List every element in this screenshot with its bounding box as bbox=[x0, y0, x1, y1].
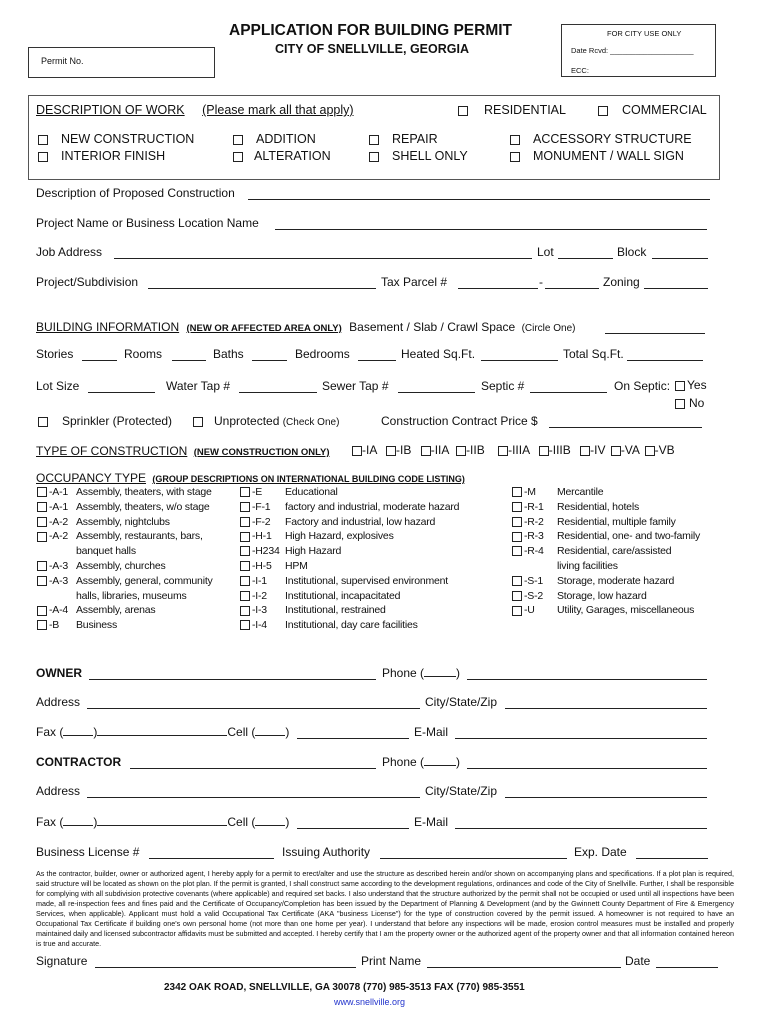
occupancy-code: -R-2 bbox=[524, 515, 544, 528]
septic-yes-checkbox[interactable] bbox=[675, 381, 685, 391]
occupancy-code: -H-1 bbox=[252, 530, 272, 543]
work-heading-row bbox=[36, 103, 354, 117]
accessory-structure-option[interactable]: ACCESSORY STRUCTURE bbox=[510, 132, 692, 146]
contractor-city-label: City/State/Zip bbox=[425, 784, 498, 798]
monument-wall-sign-checkbox[interactable] bbox=[510, 152, 520, 162]
contract-price-input[interactable] bbox=[549, 427, 702, 428]
occupancy-row[interactable] bbox=[512, 575, 543, 587]
occupancy-code: -A-2 bbox=[49, 530, 69, 543]
water-tap-input[interactable] bbox=[239, 392, 317, 393]
occupancy-row[interactable] bbox=[240, 560, 272, 572]
occupancy-code: -S-2 bbox=[524, 589, 544, 602]
footer-address: 2342 OAK ROAD, SNELLVILLE, GA 30078 (770) 985-3513 FAX (770) 985-3551 bbox=[164, 982, 525, 993]
description-input[interactable] bbox=[248, 199, 710, 200]
occupancy-checkbox[interactable] bbox=[512, 546, 522, 556]
occupancy-checkbox[interactable] bbox=[37, 532, 47, 542]
occupancy-description: Assembly, nightclubs bbox=[76, 515, 170, 528]
occupancy-row[interactable] bbox=[512, 604, 535, 616]
occupancy-description: Utility, Garages, miscellaneous bbox=[557, 604, 695, 617]
occupancy-row[interactable] bbox=[37, 560, 68, 572]
monument-wall-sign-option[interactable]: MONUMENT / WALL SIGN bbox=[510, 149, 684, 163]
residential-option[interactable]: RESIDENTIAL bbox=[458, 103, 566, 117]
occupancy-checkbox[interactable] bbox=[37, 487, 47, 497]
occupancy-row[interactable] bbox=[240, 501, 270, 513]
tax-parcel-input-1[interactable] bbox=[458, 288, 538, 289]
owner-address-label: Address bbox=[36, 695, 81, 709]
type-iib-checkbox[interactable] bbox=[456, 446, 466, 456]
ecc-label: ECC: bbox=[571, 66, 589, 75]
owner-address-input[interactable] bbox=[87, 708, 420, 709]
exp-date-label: Exp. Date bbox=[574, 845, 627, 859]
type-iv-option[interactable]: -IV bbox=[580, 443, 605, 457]
occupancy-code: -R-3 bbox=[524, 530, 544, 543]
total-sqft-input[interactable] bbox=[627, 360, 703, 361]
occupancy-row[interactable] bbox=[37, 501, 68, 513]
type-ia-option[interactable]: -IA bbox=[352, 443, 377, 457]
occupancy-code: -I-3 bbox=[252, 604, 267, 617]
occupancy-checkbox[interactable] bbox=[512, 517, 522, 527]
zoning-label: Zoning bbox=[603, 275, 640, 289]
occupancy-checkbox[interactable] bbox=[240, 576, 250, 586]
owner-phone-label: Phone ( ) bbox=[382, 666, 461, 680]
unprotected-checkbox[interactable] bbox=[193, 417, 203, 427]
occupancy-description: Assembly, general, community bbox=[76, 574, 213, 587]
occupancy-row[interactable] bbox=[240, 530, 272, 542]
type-ib-option[interactable]: -IB bbox=[386, 443, 411, 457]
occupancy-checkbox[interactable] bbox=[240, 620, 250, 630]
interior-finish-option[interactable]: INTERIOR FINISH bbox=[38, 149, 165, 163]
accessory-structure-checkbox[interactable] bbox=[510, 135, 520, 145]
block-input[interactable] bbox=[652, 258, 708, 259]
repair-option[interactable]: REPAIR bbox=[369, 132, 438, 146]
occupancy-description: living facilities bbox=[557, 560, 618, 572]
septic-no-option[interactable]: No bbox=[675, 396, 704, 410]
issuing-authority-label: Issuing Authority bbox=[282, 845, 371, 859]
occupancy-description: banquet halls bbox=[76, 545, 136, 558]
new-construction-checkbox[interactable] bbox=[38, 135, 48, 145]
type-iia-checkbox[interactable] bbox=[421, 446, 431, 456]
heated-sqft-input[interactable] bbox=[481, 360, 558, 361]
description-label: Description of Proposed Construction bbox=[36, 186, 235, 200]
owner-fax-label: Fax ( ) Cell ( ) bbox=[36, 725, 290, 739]
occupancy-description: Business bbox=[76, 619, 118, 632]
type-ib-checkbox[interactable] bbox=[386, 446, 396, 456]
occupancy-description: Assembly, churches bbox=[76, 560, 166, 572]
occupancy-checkbox[interactable] bbox=[240, 606, 250, 616]
project-name-input[interactable] bbox=[275, 229, 707, 230]
occupancy-code: -M bbox=[524, 486, 536, 498]
occupancy-checkbox[interactable] bbox=[512, 502, 522, 512]
type-ia-checkbox[interactable] bbox=[352, 446, 362, 456]
block-label: Block bbox=[617, 245, 647, 259]
print-name-input[interactable] bbox=[427, 967, 621, 968]
addition-checkbox[interactable] bbox=[233, 135, 243, 145]
zoning-input[interactable] bbox=[644, 288, 708, 289]
contractor-city-input[interactable] bbox=[505, 797, 707, 798]
contractor-email-input[interactable] bbox=[455, 828, 707, 829]
occupancy-heading: OCCUPANCY TYPE bbox=[36, 471, 147, 485]
contractor-phone-label: Phone ( ) bbox=[382, 755, 461, 769]
occupancy-code: -H-5 bbox=[252, 560, 272, 572]
owner-email-label: E-Mail bbox=[414, 725, 449, 739]
water-tap-label: Water Tap # bbox=[166, 379, 231, 393]
occupancy-checkbox[interactable] bbox=[240, 517, 250, 527]
type-vb-option[interactable]: -VB bbox=[645, 443, 675, 457]
occupancy-code: -A-1 bbox=[49, 500, 69, 513]
basement-input[interactable] bbox=[605, 333, 705, 334]
occupancy-heading-row bbox=[36, 471, 465, 485]
construction-heading-row bbox=[36, 444, 330, 458]
contractor-address-input[interactable] bbox=[87, 797, 420, 798]
occupancy-code: -B bbox=[49, 619, 60, 632]
work-heading: DESCRIPTION OF WORK bbox=[36, 103, 185, 117]
sprinkler-option[interactable]: Sprinkler (Protected) bbox=[38, 414, 172, 428]
shell-only-option[interactable]: SHELL ONLY bbox=[369, 149, 468, 163]
occupancy-code: -H234 bbox=[252, 545, 280, 558]
occupancy-description: Institutional, incapacitated bbox=[285, 589, 401, 602]
occupancy-row[interactable] bbox=[37, 516, 68, 528]
date-input[interactable] bbox=[656, 967, 718, 968]
baths-label: Baths bbox=[213, 347, 244, 361]
shell-only-checkbox[interactable] bbox=[369, 152, 379, 162]
contractor-fax-label: Fax ( ) Cell ( ) bbox=[36, 815, 290, 829]
occupancy-description: High Hazard bbox=[285, 545, 342, 558]
occupancy-row[interactable] bbox=[512, 545, 544, 557]
occupancy-description: Residential, multiple family bbox=[557, 515, 676, 528]
type-iiib-option[interactable]: -IIIB bbox=[539, 443, 571, 457]
occupancy-code: -I-1 bbox=[252, 574, 267, 587]
occupancy-row[interactable] bbox=[512, 516, 544, 528]
occupancy-row[interactable] bbox=[240, 590, 267, 602]
occupancy-row[interactable] bbox=[240, 619, 267, 631]
occupancy-checkbox[interactable] bbox=[240, 487, 250, 497]
heated-sqft-label: Heated Sq.Ft. bbox=[401, 347, 476, 361]
occupancy-description: factory and industrial, moderate hazard bbox=[285, 500, 460, 513]
owner-city-input[interactable] bbox=[505, 708, 707, 709]
date-received-label: Date Rcvd: ____________________ bbox=[571, 46, 694, 55]
occupancy-checkbox[interactable] bbox=[37, 576, 47, 586]
occupancy-description: HPM bbox=[285, 560, 308, 572]
occupancy-code: -R-1 bbox=[524, 500, 544, 513]
commercial-option[interactable]: COMMERCIAL bbox=[598, 103, 707, 117]
city-use-box bbox=[561, 24, 716, 77]
occupancy-description: Educational bbox=[285, 486, 338, 498]
type-iv-checkbox[interactable] bbox=[580, 446, 590, 456]
occupancy-checkbox[interactable] bbox=[37, 517, 47, 527]
rooms-label: Rooms bbox=[124, 347, 163, 361]
occupancy-checkbox[interactable] bbox=[512, 591, 522, 601]
occupancy-code: -S-1 bbox=[524, 574, 544, 587]
occupancy-row[interactable] bbox=[512, 486, 536, 498]
occupancy-description: Factory and industrial, low hazard bbox=[285, 515, 436, 528]
occupancy-checkbox[interactable] bbox=[512, 576, 522, 586]
bedrooms-input[interactable] bbox=[358, 360, 396, 361]
website-link[interactable]: www.snellville.org bbox=[334, 997, 406, 1007]
exp-date-input[interactable] bbox=[636, 858, 708, 859]
type-iib-option[interactable]: -IIB bbox=[456, 443, 485, 457]
circle-one-note: (Circle One) bbox=[521, 323, 576, 334]
permit-number-label: Permit No. bbox=[41, 56, 84, 66]
subdivision-label: Project/Subdivision bbox=[36, 275, 139, 289]
page-subtitle: CITY OF SNELLVILLE, GEORGIA bbox=[275, 42, 469, 56]
occupancy-row[interactable] bbox=[37, 575, 68, 587]
legal-statement: As the contractor, builder, owner or authorized agent, I hereby apply for a permit to erect/alter and use the structure as described herein and/or shown on accompanying plans and specifications. If a plot plan is required, said structure will be located as shown on the plot plan. If the permit is granted, I shall construct same according to the development regulations, ordinances and code of the City of Snellville. Further, I shall be responsible for complying with all subdivision protective covenants (where applicable) and required set backs. I also understand that the structure authorized by the permit shall not be occupied or used until all inspections have been made, all re-inspection fees and fines paid and the Certificate of Occupancy/Completion has been issued by the Department of Planning & Development (and by the Gwinnett County Department of Fire & Emergency Services, when applicable). Applicant must hold a valid Occupational Tax Certificate (AKA "business License") for the type of construction covered by the permit issued. A homeowner is not required to have an Occupational Tax Certificate if building one's own personal home (not more than one home per year). I understand that before any inspections will be made, erosion control measures must be installed and properly maintained daily and licensed subcontractor affidavits must be submitted and accepted. I hereby certify that I am the property owner or the authorized agent of the property owner and that all information contained hereon is true and accurate. bbox=[36, 869, 734, 948]
occupancy-row[interactable] bbox=[512, 530, 544, 542]
basement-label: Basement / Slab / Crawl Space bbox=[349, 320, 516, 334]
occupancy-row[interactable] bbox=[37, 530, 68, 542]
occupancy-description: Assembly, theaters, with stage bbox=[76, 486, 212, 498]
occupancy-code: -R-4 bbox=[524, 545, 544, 558]
owner-phone-input[interactable] bbox=[467, 679, 707, 680]
occupancy-description: Residential, care/assisted bbox=[557, 545, 672, 558]
type-iia-option[interactable]: -IIA bbox=[421, 443, 449, 457]
construction-sub: (NEW CONSTRUCTION ONLY) bbox=[193, 447, 330, 458]
owner-name-input[interactable] bbox=[89, 679, 376, 680]
type-vb-checkbox[interactable] bbox=[645, 446, 655, 456]
baths-input[interactable] bbox=[252, 360, 287, 361]
lot-size-label: Lot Size bbox=[36, 379, 80, 393]
occupancy-row[interactable] bbox=[37, 486, 68, 498]
job-address-input[interactable] bbox=[114, 258, 532, 259]
city-use-title: FOR CITY USE ONLY bbox=[607, 29, 682, 38]
contract-price-label: Construction Contract Price $ bbox=[381, 414, 538, 428]
building-heading-row bbox=[36, 320, 575, 334]
occupancy-row[interactable] bbox=[240, 516, 270, 528]
owner-city-label: City/State/Zip bbox=[425, 695, 498, 709]
total-sqft-label: Total Sq.Ft. bbox=[563, 347, 624, 361]
subdivision-input[interactable] bbox=[148, 288, 376, 289]
date-label: Date bbox=[625, 954, 651, 968]
occupancy-sub: (GROUP DESCRIPTIONS ON INTERNATIONAL BUILDING CODE LISTING) bbox=[152, 474, 465, 484]
building-heading: BUILDING INFORMATION bbox=[36, 320, 180, 334]
occupancy-code: -I-4 bbox=[252, 619, 267, 632]
occupancy-code: -F-1 bbox=[252, 500, 271, 513]
on-septic-label: On Septic: bbox=[614, 379, 671, 393]
job-address-label: Job Address bbox=[36, 245, 103, 259]
unprotected-option[interactable]: Unprotected (Check One) bbox=[193, 414, 339, 428]
occupancy-code: -U bbox=[524, 604, 535, 617]
septic-yes-option[interactable]: Yes bbox=[675, 378, 707, 392]
occupancy-description: halls, libraries, museums bbox=[76, 589, 187, 602]
occupancy-checkbox[interactable] bbox=[512, 487, 522, 497]
contractor-heading: CONTRACTOR bbox=[36, 755, 122, 769]
occupancy-code: -E bbox=[252, 486, 263, 498]
occupancy-row[interactable] bbox=[240, 575, 267, 587]
type-iiia-option[interactable]: -IIIA bbox=[498, 443, 529, 457]
occupancy-description: Residential, one- and two-family bbox=[557, 530, 701, 543]
issuing-authority-input[interactable] bbox=[380, 858, 567, 859]
alteration-checkbox[interactable] bbox=[233, 152, 243, 162]
construction-heading: TYPE OF CONSTRUCTION bbox=[36, 444, 188, 458]
occupancy-row[interactable] bbox=[512, 590, 543, 602]
occupancy-checkbox[interactable] bbox=[240, 532, 250, 542]
permit-number-field[interactable] bbox=[28, 47, 215, 78]
occupancy-checkbox[interactable] bbox=[37, 606, 47, 616]
stories-label: Stories bbox=[36, 347, 74, 361]
occupancy-row[interactable] bbox=[240, 545, 280, 557]
print-name-label: Print Name bbox=[361, 954, 422, 968]
occupancy-description: Storage, moderate hazard bbox=[557, 574, 675, 587]
project-name-label: Project Name or Business Location Name bbox=[36, 216, 259, 230]
occupancy-description: Storage, low hazard bbox=[557, 589, 647, 602]
occupancy-description: Assembly, arenas bbox=[76, 604, 156, 617]
bedrooms-label: Bedrooms bbox=[295, 347, 350, 361]
signature-input[interactable] bbox=[95, 967, 356, 968]
lot-size-input[interactable] bbox=[88, 392, 155, 393]
contractor-name-input[interactable] bbox=[130, 768, 376, 769]
occupancy-checkbox[interactable] bbox=[240, 502, 250, 512]
signature-label: Signature bbox=[36, 954, 88, 968]
occupancy-checkbox[interactable] bbox=[37, 502, 47, 512]
occupancy-row[interactable] bbox=[240, 486, 262, 498]
occupancy-row[interactable] bbox=[512, 501, 544, 513]
occupancy-checkbox[interactable] bbox=[240, 546, 250, 556]
rooms-input[interactable] bbox=[172, 360, 206, 361]
contractor-email-label: E-Mail bbox=[414, 815, 449, 829]
sprinkler-checkbox[interactable] bbox=[38, 417, 48, 427]
tax-parcel-dash: - bbox=[539, 275, 543, 289]
contractor-phone-input[interactable] bbox=[467, 768, 707, 769]
business-license-input[interactable] bbox=[149, 858, 274, 859]
occupancy-checkbox[interactable] bbox=[512, 606, 522, 616]
commercial-checkbox[interactable] bbox=[598, 106, 608, 116]
occupancy-row[interactable] bbox=[37, 619, 59, 631]
owner-heading: OWNER bbox=[36, 666, 82, 680]
building-sub: (NEW OR AFFECTED AREA ONLY) bbox=[186, 323, 342, 334]
occupancy-description: Institutional, supervised environment bbox=[285, 574, 449, 587]
occupancy-checkbox[interactable] bbox=[512, 532, 522, 542]
alteration-option[interactable]: ALTERATION bbox=[233, 149, 331, 163]
septic-label: Septic # bbox=[481, 379, 525, 393]
tax-parcel-input-2[interactable] bbox=[545, 288, 599, 289]
owner-cell-input[interactable] bbox=[297, 738, 409, 739]
occupancy-code: -A-3 bbox=[49, 574, 69, 587]
occupancy-checkbox[interactable] bbox=[37, 620, 47, 630]
occupancy-description: Institutional, restrained bbox=[285, 604, 386, 617]
occupancy-description: Mercantile bbox=[557, 486, 604, 498]
type-iiib-checkbox[interactable] bbox=[539, 446, 549, 456]
lot-input[interactable] bbox=[558, 258, 613, 259]
type-va-option[interactable]: -VA bbox=[611, 443, 639, 457]
occupancy-checkbox[interactable] bbox=[240, 561, 250, 571]
contractor-address-label: Address bbox=[36, 784, 81, 798]
occupancy-description: Assembly, restaurants, bars, bbox=[76, 530, 203, 543]
residential-checkbox[interactable] bbox=[458, 106, 468, 116]
occupancy-description: Assembly, theaters, w/o stage bbox=[76, 500, 210, 513]
new-construction-option[interactable]: NEW CONSTRUCTION bbox=[38, 132, 194, 146]
occupancy-code: -I-2 bbox=[252, 589, 267, 602]
owner-email-input[interactable] bbox=[455, 738, 707, 739]
business-license-label: Business License # bbox=[36, 845, 140, 859]
septic-no-checkbox[interactable] bbox=[675, 399, 685, 409]
occupancy-code: -A-4 bbox=[49, 604, 69, 617]
page-title: APPLICATION FOR BUILDING PERMIT bbox=[229, 22, 513, 39]
contractor-cell-input[interactable] bbox=[297, 828, 409, 829]
sewer-tap-input[interactable] bbox=[398, 392, 475, 393]
occupancy-description: Residential, hotels bbox=[557, 500, 639, 513]
occupancy-description: Institutional, day care facilities bbox=[285, 619, 418, 632]
septic-input[interactable] bbox=[530, 392, 607, 393]
occupancy-code: -A-1 bbox=[49, 486, 69, 498]
occupancy-code: -F-2 bbox=[252, 515, 271, 528]
occupancy-row[interactable] bbox=[240, 604, 267, 616]
occupancy-code: -A-3 bbox=[49, 560, 69, 572]
type-iiia-checkbox[interactable] bbox=[498, 446, 508, 456]
type-va-checkbox[interactable] bbox=[611, 446, 621, 456]
addition-option[interactable]: ADDITION bbox=[233, 132, 316, 146]
repair-checkbox[interactable] bbox=[369, 135, 379, 145]
stories-input[interactable] bbox=[82, 360, 117, 361]
construction-types bbox=[352, 443, 675, 457]
occupancy-row[interactable] bbox=[37, 604, 68, 616]
work-instruction: (Please mark all that apply) bbox=[202, 103, 354, 117]
tax-parcel-label: Tax Parcel # bbox=[381, 275, 448, 289]
occupancy-checkbox[interactable] bbox=[240, 591, 250, 601]
occupancy-description: High Hazard, explosives bbox=[285, 530, 394, 543]
occupancy-checkbox[interactable] bbox=[37, 561, 47, 571]
sewer-tap-label: Sewer Tap # bbox=[322, 379, 389, 393]
occupancy-code: -A-2 bbox=[49, 515, 69, 528]
interior-finish-checkbox[interactable] bbox=[38, 152, 48, 162]
lot-label: Lot bbox=[537, 245, 554, 259]
